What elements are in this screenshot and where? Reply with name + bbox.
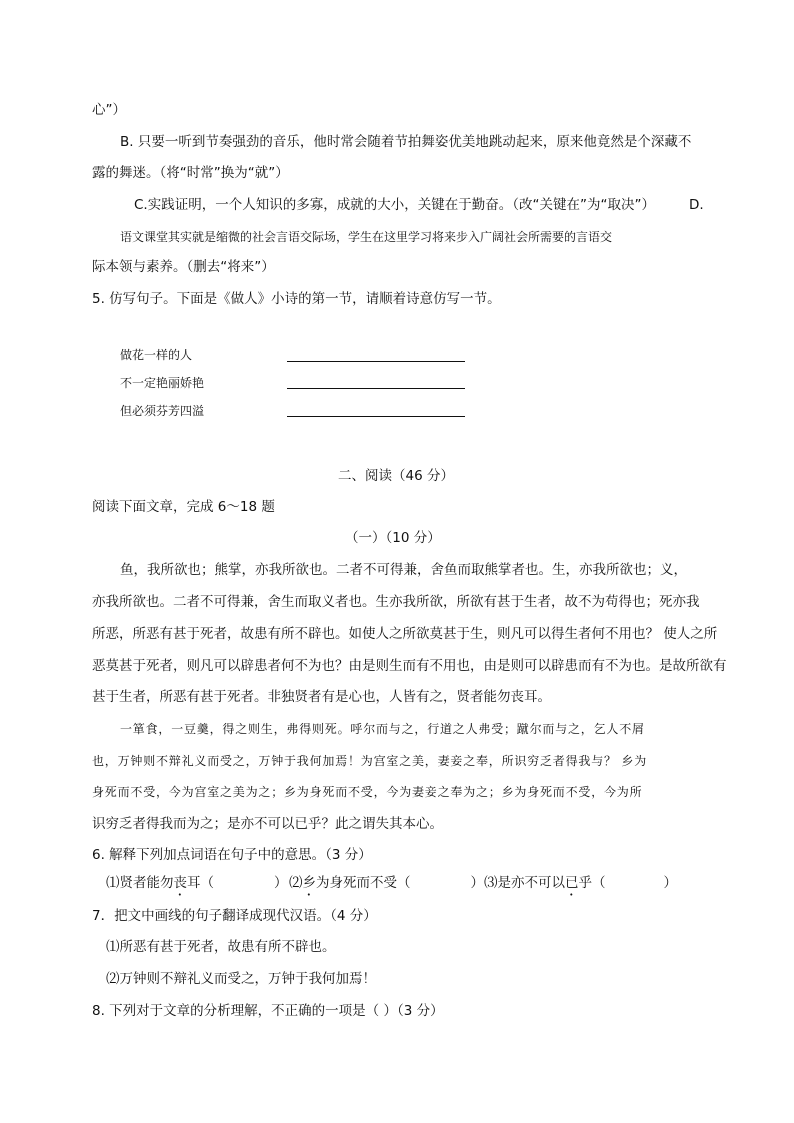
q6-item2-close: ）: [470, 875, 484, 891]
q4-option-d-line1: 语文课堂其实就是缩微的社会言语交际场，学生在这里学习将来步入广阔社会所需要的言语交: [120, 230, 613, 244]
q4-line-a-tail: 心”）: [92, 102, 126, 118]
q5-prompt: 5. 仿写句子。下面是《做人》小诗的第一节，请顺着诗意仿写一节。: [92, 291, 501, 307]
q6-item3-pre: ⑶是亦不可以: [484, 875, 565, 891]
q4-option-b-line1: B. 只要一听到节奏强劲的音乐，他时常会随着节拍舞姿优美地跳动起来，原来他竟然是个深藏不: [120, 134, 692, 150]
q6-prompt: 6. 解释下列加点词语在句子中的意思。（3 分）: [92, 847, 372, 863]
q6-item3-dotted-word: 已: [565, 875, 579, 891]
q6-item1-close: ）: [274, 875, 288, 891]
section2-title: 二、阅读（46 分）: [338, 468, 454, 484]
q7-prompt: 7．把文中画线的句子翻译成现代汉语。（4 分）: [92, 908, 377, 924]
q6-item2-pre: ⑵: [289, 875, 303, 891]
passage-p1-line5: 甚于生者，所恶有甚于死者。非独贤者有是心也，人皆有之，贤者能勿丧耳。: [92, 689, 551, 705]
q6-item3: [484, 873, 677, 899]
q5-poem-line2: 不一定艳丽娇艳: [120, 376, 205, 390]
passage-p2-line4: 识穷乏者得我而为之；是亦不可以已乎？此之谓失其本心。: [92, 816, 443, 832]
q6-item1-post: 耳（: [187, 875, 214, 891]
passage-p2-line2: 也，万钟则不辩礼义而受之，万钟于我何加焉！为宫室之美，妻妾之奉，所识穷乏者得我与？ 乡为: [92, 754, 648, 768]
passage-p2-line1: 一箪食，一豆羹，得之则生，弗得则死。呼尔而与之，行道之人弗受；蹴尔而与之，乞人不屑: [120, 722, 645, 736]
q6-item1-pre: ⑴贤者能勿: [106, 875, 174, 891]
q6-item3-post: 乎（: [578, 875, 606, 891]
part1-title: （一）（10 分）: [345, 530, 441, 546]
passage-p2-line3: 身死而不受，今为宫室之美为之；乡为身死而不受，今为妻妾之奉为之；乡为身死而不受，今为所: [92, 785, 643, 799]
q7-item1: ⑴所恶有甚于死者，故患有所不辟也。: [106, 939, 336, 955]
q6-item2: [289, 873, 484, 899]
q5-answer-blank-1[interactable]: [287, 361, 465, 362]
q6-item3-close: ）: [663, 875, 677, 891]
q8-prompt: 8. 下列对于文章的分析理解，不正确的一项是（ ）（3 分）: [92, 1003, 444, 1019]
q7-item2: ⑵万钟则不辩礼义而受之，万钟于我何加焉！: [106, 971, 376, 987]
q4-option-d-label: D.: [689, 197, 704, 213]
q4-option-d-line2: 际本领与素养。（删去“将来”）: [92, 259, 275, 275]
q5-answer-blank-2[interactable]: [287, 388, 465, 389]
passage-p1-line4: 恶莫甚于死者，则凡可以辟患者何不为也？由是则生而有不用也，由是则可以辟患而有不为也。是故所欲有: [92, 658, 727, 674]
q6-item1-dotted-word: 丧: [173, 875, 187, 891]
passage-p1-line3: 所恶，所恶有甚于死者，故患有所不辟也。如使人之所欲莫甚于生，则凡可以得生者何不用也？ 使人之所: [92, 626, 718, 642]
q6-item2-post: 为身死而不受（: [316, 875, 411, 891]
section2-instruction: 阅读下面文章，完成 6～18 题: [92, 499, 275, 515]
passage-p1-line1: 鱼，我所欲也；熊掌，亦我所欲也。二者不可得兼，舍鱼而取熊掌者也。生，亦我所欲也；义，: [120, 562, 687, 578]
q4-option-b-line2: 露的舞迷。（将“时常”换为“就”）: [92, 165, 289, 181]
q5-poem-line1: 做花一样的人: [120, 348, 193, 362]
q4-option-c-line: C.实践证明，一个人知识的多寡，成就的大小，关键在于勤奋。（改“关键在”为“取决”）: [134, 197, 655, 213]
q6-item1: [106, 873, 288, 899]
passage-p1-line2: 亦我所欲也。二者不可得兼，舍生而取义者也。生亦我所欲，所欲有甚于生者，故不为苟得也；死亦我: [92, 594, 700, 610]
q6-item2-dotted-word: 乡: [302, 875, 316, 891]
q5-poem-line3: 但必须芬芳四溢: [120, 404, 205, 418]
q5-answer-blank-3[interactable]: [287, 416, 465, 417]
